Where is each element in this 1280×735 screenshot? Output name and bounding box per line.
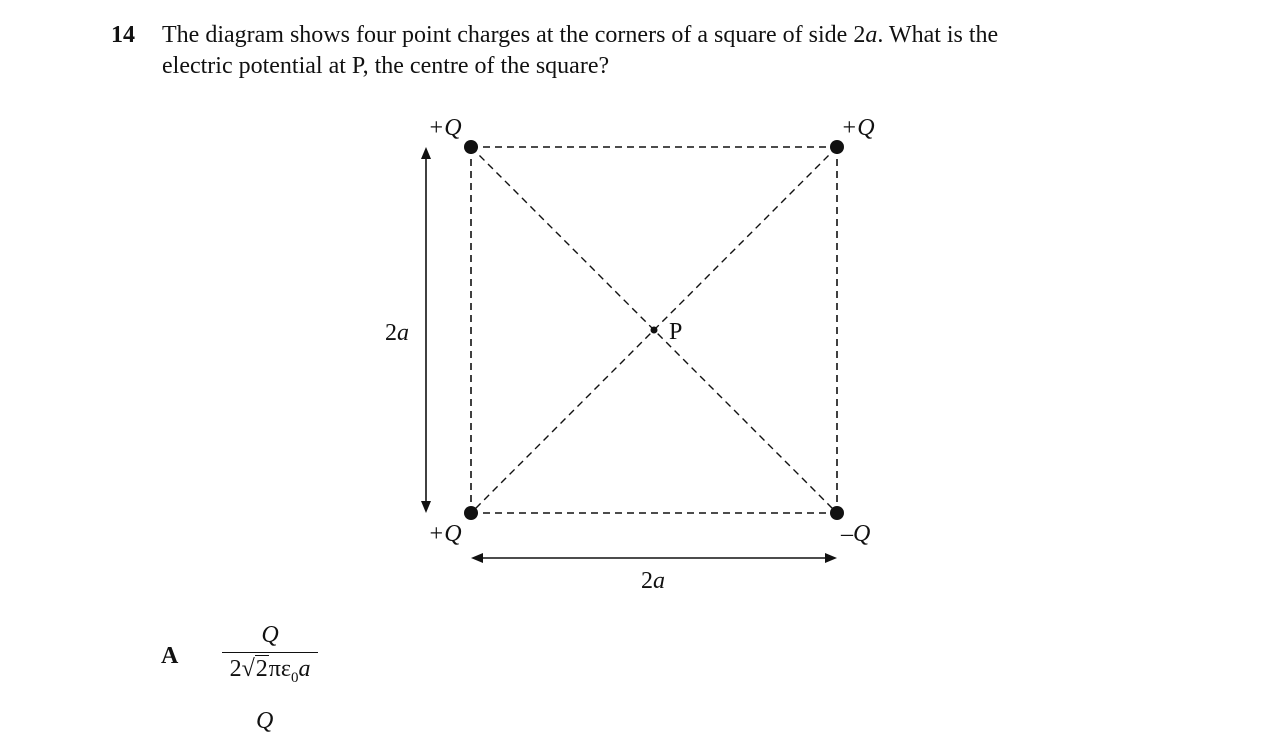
option-a-denominator: [220, 653, 320, 694]
question-line-1-tail: . What is the: [877, 22, 999, 48]
question-line-1-text: The diagram shows four point charges at the corners of a square of side 2: [162, 22, 866, 48]
option-a-sqrt: [242, 653, 269, 685]
charge-label-top-left: +Q: [428, 115, 462, 141]
question-line-1-variable: a: [865, 22, 878, 48]
charge-label-bottom-left: +Q: [428, 521, 462, 547]
option-a-den-coeff: 2: [229, 656, 242, 682]
vertical-side-label: 2a: [385, 320, 409, 346]
option-b-numerator-partial: Q: [256, 708, 274, 734]
charge-label-top-right: +Q: [841, 115, 875, 141]
option-a-fraction[interactable]: [220, 620, 320, 694]
charge-dot-bottom-right: [830, 506, 844, 520]
option-a-den-pi-epsilon: πε: [268, 656, 291, 682]
option-a-sqrt-arg: 2: [255, 656, 268, 682]
charge-dot-top-right: [830, 140, 844, 154]
question-number: 14: [111, 22, 135, 48]
option-a-den-variable: a: [298, 656, 311, 682]
option-a-den-subscript: 0: [290, 669, 299, 686]
question-line-2: electric potential at P, the centre of the square?: [162, 53, 610, 79]
vertical-dimension-arrow: [421, 147, 431, 513]
option-a-letter[interactable]: A: [161, 643, 179, 669]
charge-dot-bottom-left: [464, 506, 478, 520]
center-label: P: [669, 319, 683, 345]
sqrt-symbol-icon: √: [241, 656, 255, 682]
option-a-numerator: Q: [261, 622, 279, 648]
center-point-dot: [651, 327, 658, 334]
horizontal-side-label: 2a: [641, 568, 665, 594]
charge-dot-top-left: [464, 140, 478, 154]
charge-label-bottom-right: –Q: [841, 521, 871, 547]
horizontal-dimension-arrow: [471, 553, 837, 563]
